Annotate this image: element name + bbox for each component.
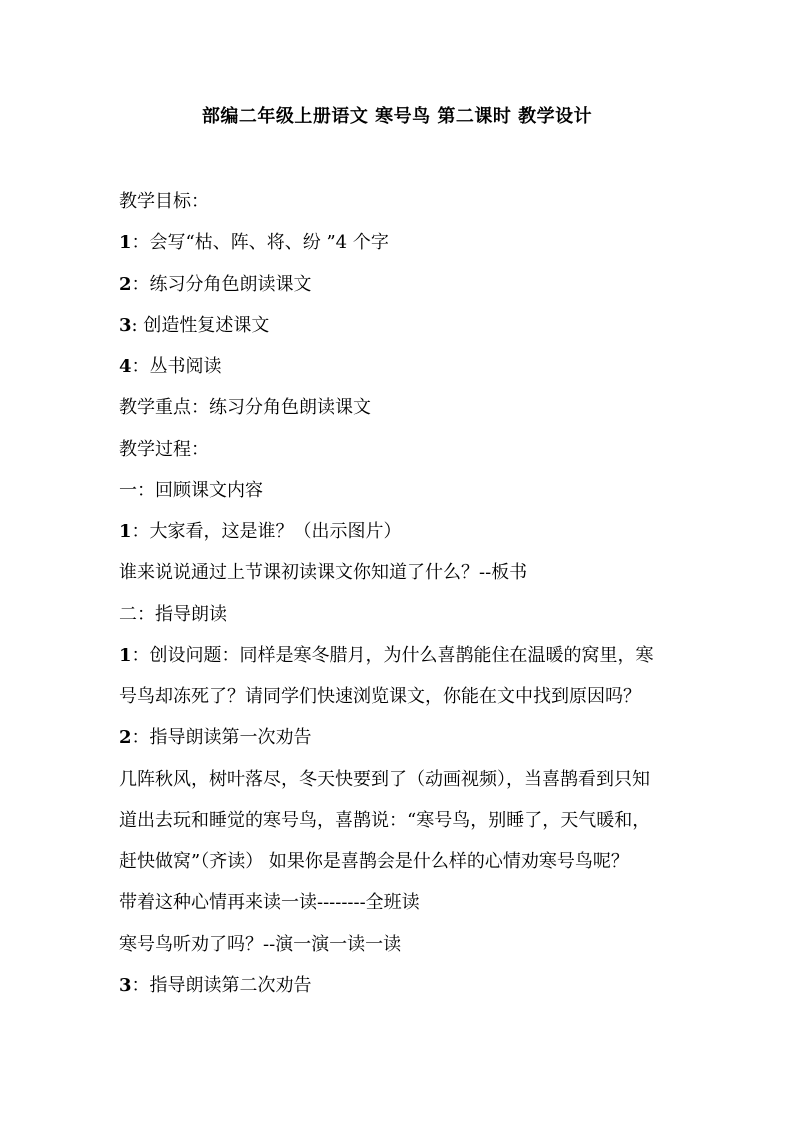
line-text: ：创设问题：同样是寒冬腊月，为什么喜鹊能住在温暖的窝里，寒 bbox=[131, 644, 654, 666]
line-step-1-note bbox=[119, 559, 679, 600]
line-text: ：大家看，这是谁？（出示图片） bbox=[131, 521, 402, 542]
line-paragraph-4 bbox=[119, 889, 679, 930]
line-text: 谁来说说通过上节课初读课文你知道了什么？--板书 bbox=[119, 562, 528, 584]
line-number: 1 bbox=[119, 232, 132, 254]
line-text: 教学重点：练习分角色朗读课文 bbox=[119, 397, 371, 419]
line-number: 4 bbox=[119, 356, 132, 377]
line-number: 3 bbox=[119, 314, 132, 336]
line-step-2-3 bbox=[119, 972, 679, 1013]
line-text: 寒号鸟听劝了吗？--演一演一读一读 bbox=[119, 933, 402, 955]
line-text: 教学过程： bbox=[119, 438, 209, 460]
line-objective-4 bbox=[119, 353, 679, 394]
line-paragraph-3 bbox=[119, 848, 679, 889]
line-number: 3 bbox=[119, 974, 132, 996]
line-section-1 bbox=[119, 477, 679, 518]
line-text: 带着这种心情再来读一读--------全班读 bbox=[119, 892, 420, 914]
line-text: 二：指导朗读 bbox=[119, 603, 227, 625]
line-text: ：指导朗读第二次劝告 bbox=[131, 974, 312, 996]
line-objectives-heading bbox=[119, 188, 679, 229]
line-objective-3 bbox=[119, 312, 679, 353]
line-number: 1 bbox=[119, 644, 132, 666]
line-paragraph-2 bbox=[119, 807, 679, 848]
line-text: 赶快做窝”（齐读） 如果你是喜鹊会是什么样的心情劝寒号鸟呢？ bbox=[119, 851, 629, 872]
line-step-2-2 bbox=[119, 724, 679, 765]
document-title: 部编二年级上册语文 寒号鸟 第二课时 教学设计 bbox=[201, 106, 593, 127]
line-text: : 创造性复述课文 bbox=[131, 314, 270, 336]
line-number: 2 bbox=[119, 727, 132, 749]
line-objective-2 bbox=[119, 271, 679, 312]
line-text: ：练习分角色朗读课文 bbox=[131, 273, 312, 295]
line-text: ：指导朗读第一次劝告 bbox=[131, 727, 312, 749]
line-process-heading bbox=[119, 436, 679, 477]
line-text: 号鸟却冻死了？请同学们快速浏览课文，你能在文中找到原因吗？ bbox=[119, 686, 641, 707]
line-paragraph-5 bbox=[119, 931, 679, 972]
line-paragraph-1 bbox=[119, 766, 679, 807]
line-objective-1 bbox=[119, 229, 679, 270]
line-step-1-1 bbox=[119, 518, 679, 559]
line-text: ：会写“枯、阵、将、纷 ”4 个字 bbox=[131, 232, 389, 254]
document-body bbox=[119, 188, 679, 1013]
line-text: 几阵秋风，树叶落尽，冬天快要到了（动画视频），当喜鹊看到只知 bbox=[119, 768, 650, 790]
line-text: 道出去玩和睡觉的寒号鸟，喜鹊说：“寒号鸟，别睡了，天气暖和， bbox=[119, 809, 651, 831]
line-key-point bbox=[119, 394, 679, 435]
line-number: 2 bbox=[119, 273, 132, 295]
line-step-2-1 bbox=[119, 642, 679, 683]
line-text: ：丛书阅读 bbox=[131, 356, 222, 377]
line-text: 教学目标： bbox=[119, 191, 209, 212]
line-step-2-1-cont bbox=[119, 683, 679, 724]
line-section-2 bbox=[119, 601, 679, 642]
line-number: 1 bbox=[119, 521, 132, 542]
line-text: 一：回顾课文内容 bbox=[119, 479, 263, 501]
